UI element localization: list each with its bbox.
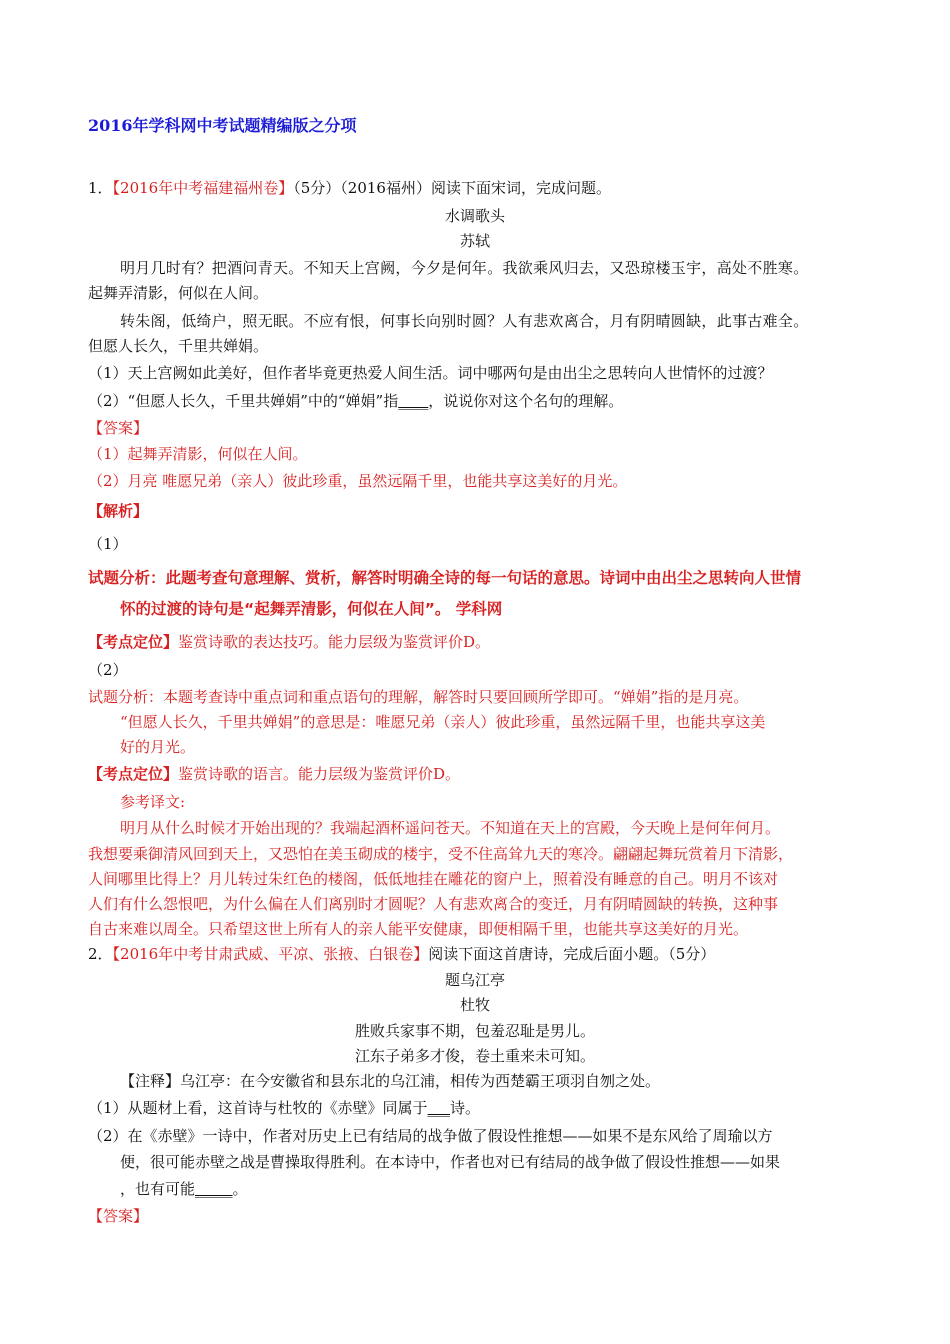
q1-translation-line1: 明月从什么时候才开始出现的？我端起酒杯遥问苍天。不知道在天上的宫殿，今天晚上是何年何月。	[120, 819, 781, 837]
q1-translation-line3: 人间哪里比得上？月儿转过朱红色的楼阁，低低地挂在雕花的窗户上，照着没有睡意的自己。明月不该对	[88, 870, 779, 888]
q1-translation-line2: 我想要乘御清风回到天上，又恐怕在美玉砌成的楼宇，受不住高耸九天的寒冷。翩翩起舞玩赏着月下清影，	[88, 845, 794, 863]
q2-poem-title: 题乌江亭	[444, 971, 505, 989]
q1-poem-author: 苏轼	[459, 232, 490, 250]
q1-analysis-part-2: （2）	[88, 661, 128, 679]
q1-key-point-1-text: 鉴赏诗歌的表达技巧。能力层级为鉴赏评价D。	[178, 633, 491, 651]
q1-answer-2: （2）月亮 唯愿兄弟（亲人）彼此珍重，虽然远隔千里，也能共享这美好的月光。	[88, 472, 628, 490]
q2-question-1	[88, 1098, 480, 1118]
q1-analysis-1-line1: 试题分析：此题考查句意理解、赏析，解答时明确全诗的每一句话的意思。诗词中由出尘之思转向人世情	[88, 569, 802, 587]
q2-answer-label: 【答案】	[88, 1207, 149, 1225]
q1-analysis-1-line2: 怀的过渡的诗句是“起舞弄清影，何似在人间”。 学科网	[120, 600, 503, 618]
q1-translation-line4: 人们有什么怨恨吧，为什么偏在人们离别时才圆呢？人有悲欢离合的变迁，月有阴晴圆缺的转换，这种事	[88, 895, 779, 913]
q1-header	[88, 178, 611, 198]
q1-number: 1．	[88, 179, 113, 197]
q1-analysis-label: 【解析】	[88, 502, 149, 520]
q1-stanza1-line1: 明月几时有？把酒问青天。不知天上宫阙，今夕是何年。我欲乘风归去，又恐琼楼玉宇，高处不胜寒。	[120, 259, 809, 277]
q2-note: 【注释】乌江亭：在今安徽省和县东北的乌江浦，相传为西楚霸王项羽自刎之处。	[120, 1072, 661, 1090]
q1-analysis-2-line2: “但愿人长久，千里共婵娟”的意思是：唯愿兄弟（亲人）彼此珍重，虽然远隔千里，也能共享这美	[120, 713, 766, 731]
q1-answer-label: 【答案】	[88, 419, 149, 437]
q2-question-2-line2	[120, 1152, 780, 1172]
q1-stanza2-line1: 转朱阁，低绮户，照无眠。不应有恨，何事长向别时圆？人有悲欢离合，月有阴晴圆缺，此事古难全。	[120, 312, 809, 330]
q1-intro: （5分）（2016福州）阅读下面宋词，完成问题。	[293, 179, 611, 197]
q2-question-1-blank: ___	[427, 1099, 451, 1117]
q2-question-2-line3-part-a: ，也有可能	[120, 1180, 196, 1198]
q2-poem-author: 杜牧	[459, 996, 490, 1014]
q2-poem-line2: 江东子弟多才俊，卷土重来未可知。	[354, 1047, 595, 1065]
q1-key-point-2-label: 【考点定位】	[88, 765, 179, 783]
q2-header	[88, 944, 715, 964]
q1-question-1: （1）天上宫阙如此美好，但作者毕竟更热爱人间生活。词中哪两句是由出尘之思转向人世情怀的过渡？	[88, 364, 773, 382]
q2-intro: 阅读下面这首唐诗，完成后面小题。（5分）	[428, 945, 716, 963]
q1-translation-label: 参考译文:	[120, 793, 186, 811]
q1-question-2-part-a: （2）“但愿人长久，千里共婵娟”中的“婵娟”指	[88, 392, 399, 410]
q1-analysis-2-line3: 好的月光。	[120, 738, 196, 756]
q1-analysis-2-line1: 试题分析：本题考查诗中重点词和重点语句的理解，解答时只要回顾所学即可。“婵娟”指的是月亮。	[88, 688, 749, 706]
q1-stanza1-line2: 起舞弄清影，何似在人间。	[88, 284, 269, 302]
q1-question-2-blank: ____	[398, 392, 429, 410]
q2-question-2-line1: （2）在《赤壁》一诗中，作者对历史上已有结局的战争做了假设性推想——如果不是东风给了周瑜以方	[88, 1127, 773, 1145]
page-title: 2016年学科网中考试题精编版之分项	[88, 116, 357, 135]
q2-poem-line1: 胜败兵家事不期，包羞忍耻是男儿。	[354, 1022, 595, 1040]
q2-question-1-part-b: 诗。	[450, 1099, 481, 1117]
q1-key-point-2-text: 鉴赏诗歌的语言。能力层级为鉴赏评价D。	[178, 765, 461, 783]
q1-question-2-part-b: ，说说你对这个名句的理解。	[428, 392, 624, 410]
q1-key-point-1	[88, 632, 490, 652]
q2-question-2-line3-blank: _____	[195, 1180, 233, 1198]
q2-question-2-line2-text: 便，很可能赤壁之战是曹操取得胜利。在本诗中，作者也对已有结局的战争做了假设性推想——如果	[120, 1153, 781, 1171]
q1-key-point-2	[88, 764, 460, 784]
q2-question-2-line3	[120, 1179, 248, 1199]
q1-key-point-1-label: 【考点定位】	[88, 633, 179, 651]
q1-translation-line5: 自古来难以周全。只希望这世上所有人的亲人能平安健康，即便相隔千里，也能共享这美好的月光。	[88, 920, 749, 938]
q1-question-2	[88, 391, 623, 411]
q1-source: 【2016年中考福建福州卷】	[112, 179, 294, 197]
q2-question-1-part-a: （1）从题材上看，这首诗与杜牧的《赤壁》同属于	[88, 1099, 428, 1117]
q1-stanza2-line2: 但愿人长久，千里共婵娟。	[88, 337, 269, 355]
q1-analysis-part-1: （1）	[88, 535, 128, 553]
q2-source: 【2016年中考甘肃武威、平凉、张掖、白银卷】	[112, 945, 429, 963]
q2-number: 2．	[88, 945, 113, 963]
q1-poem-title: 水调歌头	[444, 207, 505, 225]
q1-answer-1: （1）起舞弄清影，何似在人间。	[88, 445, 308, 463]
q2-question-2-line3-part-b: 。	[232, 1180, 248, 1198]
